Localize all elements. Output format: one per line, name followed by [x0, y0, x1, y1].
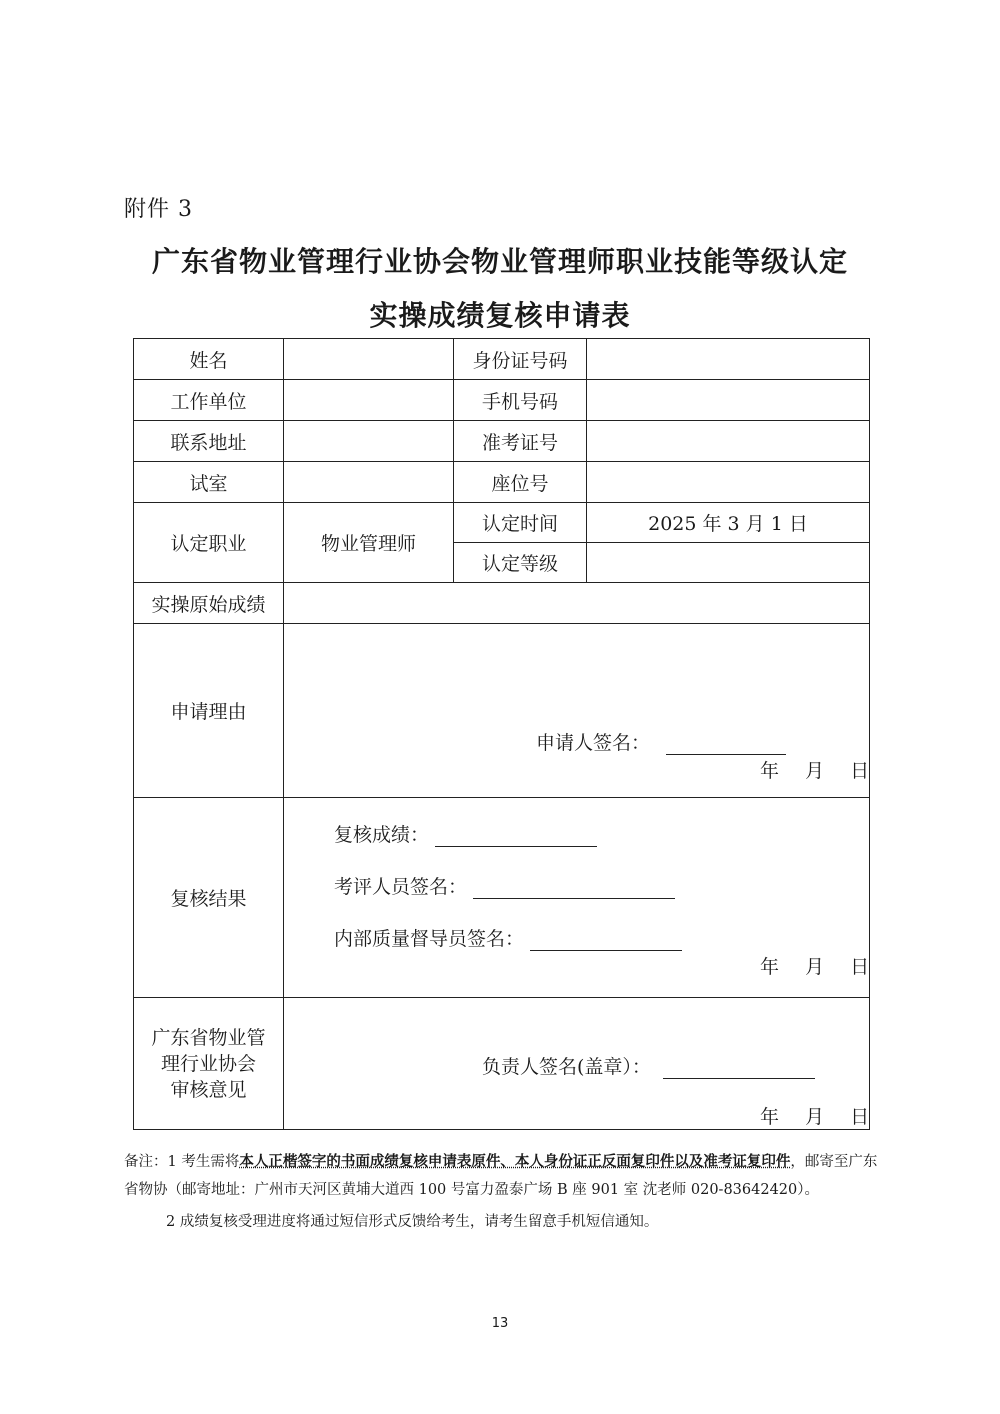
room-field[interactable] — [284, 462, 454, 503]
responsible-sign-label: 负责人签名(盖章）： — [482, 1056, 651, 1078]
date-day: 日 — [850, 956, 870, 978]
workplace-label: 工作单位 — [134, 380, 284, 421]
phone-label: 手机号码 — [454, 380, 587, 421]
association-label-line3: 审核意见 — [170, 1078, 247, 1101]
form-row-address — [134, 421, 870, 462]
form-row-occupation — [134, 503, 870, 543]
applicant-sign-label: 申请人签名： — [536, 732, 651, 754]
supervisor-sign-label: 内部质量督导员签名： — [334, 928, 525, 950]
seat-field[interactable] — [587, 462, 870, 503]
date-month: 月 — [805, 956, 825, 978]
id-number-field[interactable] — [587, 339, 870, 380]
review-field[interactable] — [284, 798, 870, 998]
form-row-workplace — [134, 380, 870, 421]
exam-number-field[interactable] — [587, 421, 870, 462]
form-title-line1: 广东省物业管理行业协会物业管理师职业技能等级认定 — [151, 245, 848, 278]
examiner-sign-line[interactable] — [473, 880, 675, 899]
original-score-field[interactable] — [284, 583, 870, 624]
form-row-reason — [134, 624, 870, 798]
name-field[interactable] — [284, 339, 454, 380]
room-label: 试室 — [134, 462, 284, 503]
review-label: 复核结果 — [134, 798, 284, 998]
seat-label: 座位号 — [454, 462, 587, 503]
form-row-association — [134, 998, 870, 1130]
date-month: 月 — [805, 1106, 825, 1128]
association-opinion-field[interactable] — [284, 998, 870, 1130]
reason-label: 申请理由 — [134, 624, 284, 798]
form-row-name — [134, 339, 870, 380]
date-month: 月 — [805, 760, 825, 782]
date-year: 年 — [760, 1106, 780, 1128]
name-label: 姓名 — [134, 339, 284, 380]
note-1-prefix: 备注：1 考生需将 — [124, 1154, 240, 1170]
date-year: 年 — [760, 956, 780, 978]
note-1-suffix: ，邮寄至广东省物协（邮寄地址：广州市天河区黄埔大道西 100 号富力盈泰广场 B 座 901 室 沈老师 020-83642420）。 — [124, 1154, 878, 1198]
examiner-sign-label: 考评人员签名： — [334, 876, 468, 898]
form-row-review — [134, 798, 870, 998]
original-score-label: 实操原始成绩 — [134, 583, 284, 624]
supervisor-sign-line[interactable] — [530, 932, 682, 951]
cert-level-field[interactable] — [587, 543, 870, 583]
date-year: 年 — [760, 760, 780, 782]
reason-field[interactable] — [284, 624, 870, 798]
workplace-field[interactable] — [284, 380, 454, 421]
note-1-emphasis: 本人正楷签字的书面成绩复核申请表原件、本人身份证正反面复印件以及准考证复印件 — [239, 1153, 791, 1170]
phone-field[interactable] — [587, 380, 870, 421]
date-day: 日 — [850, 760, 870, 782]
association-label — [134, 998, 284, 1130]
note-1 — [124, 1148, 884, 1204]
occupation-value: 物业管理师 — [284, 503, 454, 583]
cert-level-label: 认定等级 — [454, 543, 587, 583]
page-number: 13 — [491, 1316, 509, 1331]
association-label-line1: 广东省物业管 — [151, 1026, 266, 1049]
note-2: 2 成绩复核受理进度将通过短信形式反馈给考生，请考生留意手机短信通知。 — [166, 1214, 659, 1230]
date-day: 日 — [850, 1106, 870, 1128]
address-label: 联系地址 — [134, 421, 284, 462]
exam-number-label: 准考证号 — [454, 421, 587, 462]
form-title-line2: 实操成绩复核申请表 — [369, 299, 631, 332]
form-row-room — [134, 462, 870, 503]
occupation-label: 认定职业 — [134, 503, 284, 583]
application-form-table — [133, 338, 870, 1130]
cert-time-label: 认定时间 — [454, 503, 587, 543]
applicant-sign-line[interactable] — [666, 736, 786, 755]
responsible-sign-line[interactable] — [663, 1060, 815, 1079]
cert-time-value: 2025 年 3 月 1 日 — [587, 503, 870, 543]
form-row-original-score — [134, 583, 870, 624]
review-score-line[interactable] — [435, 828, 597, 847]
association-label-line2: 理行业协会 — [160, 1052, 256, 1075]
address-field[interactable] — [284, 421, 454, 462]
review-score-label: 复核成绩： — [334, 824, 430, 846]
id-number-label: 身份证号码 — [454, 339, 587, 380]
attachment-label: 附件 3 — [124, 197, 193, 222]
